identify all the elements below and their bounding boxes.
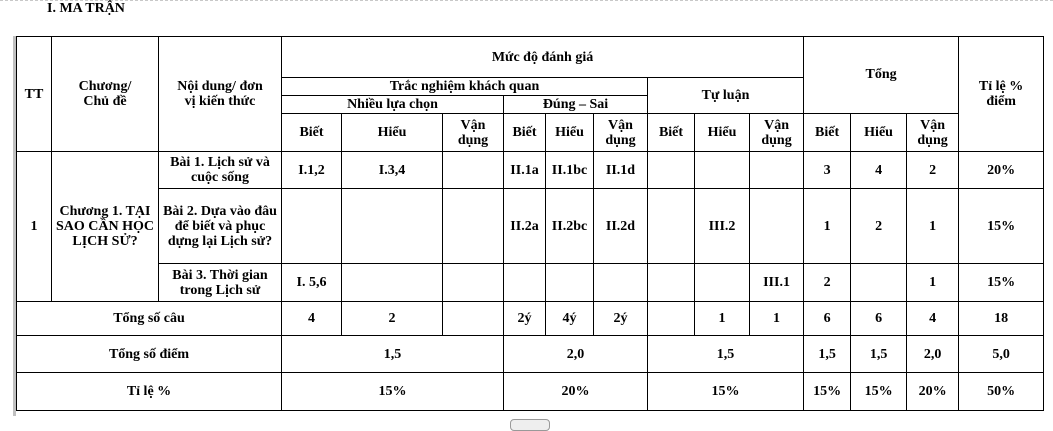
cell bbox=[443, 189, 504, 264]
cell: 1 bbox=[907, 264, 959, 302]
cell: 15% bbox=[804, 373, 851, 411]
table-row bbox=[17, 189, 1044, 264]
scroll-handle[interactable] bbox=[510, 419, 550, 431]
cell: II.1bc bbox=[546, 152, 594, 189]
cell: 2ý bbox=[594, 302, 648, 336]
cell bbox=[750, 189, 804, 264]
cell bbox=[695, 152, 750, 189]
cell bbox=[648, 152, 695, 189]
header-mc-apply: Vận dụng bbox=[443, 114, 504, 152]
cell: 4 bbox=[851, 152, 907, 189]
cell: I. 5,6 bbox=[282, 264, 342, 302]
header-essay-apply: Vận dụng bbox=[750, 114, 804, 152]
cell: 3 bbox=[804, 152, 851, 189]
cell: 4 bbox=[282, 302, 342, 336]
header-essay-know: Biết bbox=[648, 114, 695, 152]
cell: 6 bbox=[804, 302, 851, 336]
total-points-essay: 1,5 bbox=[648, 336, 804, 373]
cell bbox=[648, 264, 695, 302]
cell bbox=[750, 152, 804, 189]
header-mc-understand: Hiểu bbox=[342, 114, 443, 152]
cell: 1 bbox=[804, 189, 851, 264]
cell: I.1,2 bbox=[282, 152, 342, 189]
total-points-label: Tổng số điểm bbox=[17, 336, 282, 373]
cell: II.1d bbox=[594, 152, 648, 189]
cell bbox=[504, 264, 546, 302]
cell: 2ý bbox=[504, 302, 546, 336]
cell: II.1a bbox=[504, 152, 546, 189]
cell: 1 bbox=[695, 302, 750, 336]
page-top-border bbox=[0, 0, 1053, 1]
header-total-know: Biết bbox=[804, 114, 851, 152]
percent-tf: 20% bbox=[504, 373, 648, 411]
cell bbox=[443, 264, 504, 302]
cell: II.2bc bbox=[546, 189, 594, 264]
section-heading: I. MA TRẬN bbox=[47, 1, 125, 16]
cell bbox=[546, 264, 594, 302]
cell: 18 bbox=[959, 302, 1044, 336]
total-points-mc: 1,5 bbox=[282, 336, 504, 373]
cell-ratio: 15% bbox=[959, 189, 1044, 264]
table-row bbox=[17, 264, 1044, 302]
percent-mc: 15% bbox=[282, 373, 504, 411]
cell bbox=[648, 189, 695, 264]
cell: 4 bbox=[907, 302, 959, 336]
cell: 1,5 bbox=[804, 336, 851, 373]
cell: 1 bbox=[907, 189, 959, 264]
table-row bbox=[17, 152, 1044, 189]
cell-ratio: 15% bbox=[959, 264, 1044, 302]
cell: 1 bbox=[750, 302, 804, 336]
header-true-false: Đúng – Sai bbox=[504, 96, 648, 114]
cell bbox=[695, 264, 750, 302]
header-tf-know: Biết bbox=[504, 114, 546, 152]
chapter-tt: 1 bbox=[17, 152, 52, 302]
total-questions-label: Tổng số câu bbox=[17, 302, 282, 336]
cell: 2 bbox=[804, 264, 851, 302]
percent-sum: 50% bbox=[959, 373, 1044, 411]
header-chapter: Chương/ Chủ đề bbox=[52, 37, 159, 152]
cell: 15% bbox=[851, 373, 907, 411]
cell: III.2 bbox=[695, 189, 750, 264]
total-points-tf: 2,0 bbox=[504, 336, 648, 373]
header-tf-apply: Vận dụng bbox=[594, 114, 648, 152]
cell bbox=[443, 152, 504, 189]
header-ratio: Tỉ lệ % điểm bbox=[959, 37, 1044, 152]
cell-ratio: 20% bbox=[959, 152, 1044, 189]
cell: 2,0 bbox=[907, 336, 959, 373]
cell bbox=[594, 264, 648, 302]
header-multiple-choice: Nhiều lựa chọn bbox=[282, 96, 504, 114]
cell: 6 bbox=[851, 302, 907, 336]
header-essay-understand: Hiểu bbox=[695, 114, 750, 152]
total-questions-row bbox=[17, 302, 1044, 336]
header-tt: TT bbox=[17, 37, 52, 152]
cell: I.3,4 bbox=[342, 152, 443, 189]
cell bbox=[342, 264, 443, 302]
header-essay: Tự luận bbox=[648, 78, 804, 114]
header-total: Tổng bbox=[804, 37, 959, 114]
lesson-1: Bài 1. Lịch sử và cuộc sống bbox=[159, 152, 282, 189]
percent-row bbox=[17, 373, 1044, 411]
header-evaluation-level: Mức độ đánh giá bbox=[282, 37, 804, 78]
total-points-row bbox=[17, 336, 1044, 373]
cell: II.2d bbox=[594, 189, 648, 264]
total-points-sum: 5,0 bbox=[959, 336, 1044, 373]
cell: 1,5 bbox=[851, 336, 907, 373]
percent-essay: 15% bbox=[648, 373, 804, 411]
cell bbox=[342, 189, 443, 264]
chapter-name: Chương 1. TẠI SAO CẦN HỌC LỊCH SỬ? bbox=[52, 152, 159, 302]
lesson-2: Bài 2. Dựa vào đâu để biết và phục dựng lại Lịch sử? bbox=[159, 189, 282, 264]
assessment-matrix-table bbox=[16, 36, 1044, 411]
lesson-3: Bài 3. Thời gian trong Lịch sử bbox=[159, 264, 282, 302]
cell: 4ý bbox=[546, 302, 594, 336]
cell: III.1 bbox=[750, 264, 804, 302]
header-tf-understand: Hiểu bbox=[546, 114, 594, 152]
cell bbox=[648, 302, 695, 336]
header-objective: Trắc nghiệm khách quan bbox=[282, 78, 648, 96]
header-total-apply: Vận dụng bbox=[907, 114, 959, 152]
cell: 2 bbox=[907, 152, 959, 189]
cell bbox=[443, 302, 504, 336]
header-mc-know: Biết bbox=[282, 114, 342, 152]
header-total-understand: Hiểu bbox=[851, 114, 907, 152]
cell: 2 bbox=[851, 189, 907, 264]
cell: 20% bbox=[907, 373, 959, 411]
cell bbox=[282, 189, 342, 264]
header-content: Nội dung/ đơn vị kiến thức bbox=[159, 37, 282, 152]
cell bbox=[851, 264, 907, 302]
cell: 2 bbox=[342, 302, 443, 336]
cell: II.2a bbox=[504, 189, 546, 264]
percent-label: Tỉ lệ % bbox=[17, 373, 282, 411]
